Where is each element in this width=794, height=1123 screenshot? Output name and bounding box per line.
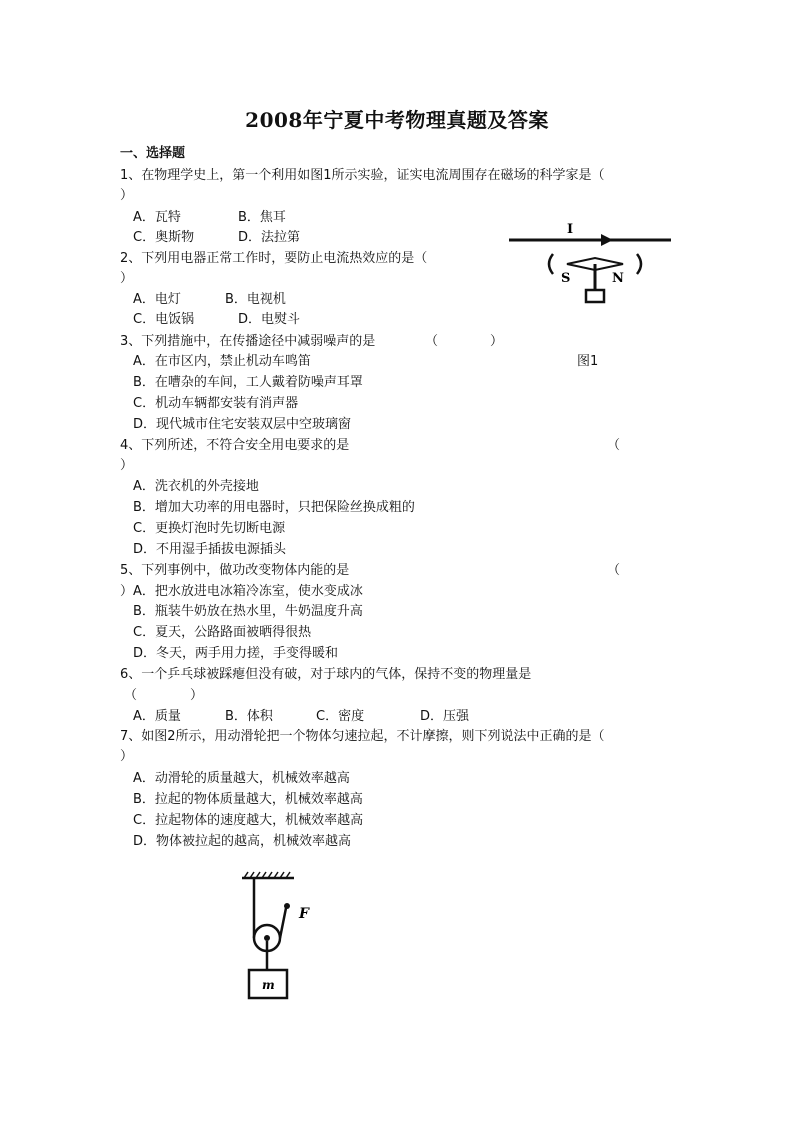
question-2-option-b: B．电视机 [225, 292, 286, 307]
current-label: I [567, 222, 574, 237]
question-5-paren-close: ） [120, 584, 134, 599]
compass-arc-left [549, 254, 553, 274]
compass-base [586, 290, 604, 302]
figure-2-movable-pulley [240, 870, 320, 1005]
question-5-option-c: C．夏天，公路路面被晒得很热 [133, 625, 312, 640]
question-1-option-d: D．法拉第 [238, 230, 301, 245]
question-7-option-d: D．物体被拉起的越高，机械效率越高 [133, 834, 352, 849]
question-7-option-c: C．拉起物体的速度越大，机械效率越高 [133, 813, 364, 828]
question-4-stem: 4、下列所述，不符合安全用电要求的是 [120, 438, 350, 453]
page-title: 2008年宁夏中考物理真题及答案 [245, 108, 549, 132]
question-4-option-a: A．洗衣机的外壳接地 [133, 479, 259, 494]
question-3-paren-close: ） [490, 334, 504, 349]
question-6-paren-open: （ [124, 688, 138, 703]
question-5-option-d: D．冬天，两手用力搓，手变得暖和 [133, 646, 339, 661]
question-1-stem-line-2: ） [120, 188, 134, 203]
question-6-paren-close: ） [190, 688, 204, 703]
question-3-paren-open: （ [425, 334, 439, 349]
question-7-option-b: B．拉起的物体质量越大，机械效率越高 [133, 792, 363, 807]
question-4-option-c: C．更换灯泡时先切断电源 [133, 521, 286, 536]
north-pole-label: N [612, 271, 624, 286]
question-6-option-b: B．体积 [225, 709, 273, 724]
rope-end [284, 903, 290, 909]
question-1-option-a: A．瓦特 [133, 210, 181, 225]
question-2-option-d: D．电熨斗 [238, 312, 301, 327]
question-6-option-c: C．密度 [316, 709, 365, 724]
question-1-stem-line-1: 1、在物理学史上，第一个利用如图1所示实验，证实电流周围存在磁场的科学家是（ [120, 168, 605, 183]
current-arrow-icon [601, 234, 613, 246]
question-2-stem-line-1: 2、下列用电器正常工作时，要防止电流热效应的是（ [120, 251, 428, 266]
question-3-option-c: C．机动车辆都安装有消声器 [133, 396, 299, 411]
question-5-option-a: A．把水放进电冰箱冷冻室，使水变成冰 [133, 584, 363, 599]
question-2-option-a: A．电灯 [133, 292, 181, 307]
question-5-paren-open: （ [607, 563, 621, 578]
question-6-option-d: D．压强 [420, 709, 470, 724]
question-6-option-a: A．质量 [133, 709, 181, 724]
question-2-stem-line-2: ） [120, 271, 134, 286]
figure-1-oersted-experiment [505, 220, 675, 320]
question-5-option-b: B．瓶装牛奶放在热水里，牛奶温度升高 [133, 604, 363, 619]
question-3-option-d: D．现代城市住宅安装双层中空玻璃窗 [133, 417, 352, 432]
question-7-stem-line-1: 7、如图2所示，用动滑轮把一个物体匀速拉起，不计摩擦，则下列说法中正确的是（ [120, 729, 605, 744]
question-1-option-b: B．焦耳 [238, 210, 286, 225]
section-heading: 一、选择题 [120, 146, 186, 161]
question-4-paren-open: （ [607, 438, 621, 453]
question-7-option-a: A．动滑轮的质量越大，机械效率越高 [133, 771, 350, 786]
south-pole-label: S [561, 271, 571, 286]
force-label: F [299, 906, 309, 922]
question-6-stem: 6、一个乒乓球被踩瘪但没有破，对于球内的气体，保持不变的物理量是 [120, 667, 532, 682]
question-4-paren-close: ） [120, 458, 134, 473]
pulley-axle [264, 935, 270, 941]
question-1-option-c: C．奥斯物 [133, 230, 195, 245]
question-4-option-b: B．增加大功率的用电器时，只把保险丝换成粗的 [133, 500, 415, 515]
question-2-option-c: C．电饭锅 [133, 312, 195, 327]
rope-right [280, 908, 286, 938]
compass-arc-right [637, 254, 641, 274]
question-5-stem: 5、下列事例中，做功改变物体内能的是 [120, 563, 350, 578]
question-3-option-b: B．在嘈杂的车间，工人戴着防噪声耳罩 [133, 375, 363, 390]
question-4-option-d: D．不用湿手插拔电源插头 [133, 542, 287, 557]
question-3-stem: 3、下列措施中，在传播途径中减弱噪声的是 [120, 334, 376, 349]
mass-label: m [262, 978, 275, 992]
figure-1-caption: 图1 [577, 354, 599, 369]
question-7-stem-line-2: ） [120, 749, 134, 764]
question-3-option-a: A．在市区内，禁止机动车鸣笛 [133, 354, 311, 369]
